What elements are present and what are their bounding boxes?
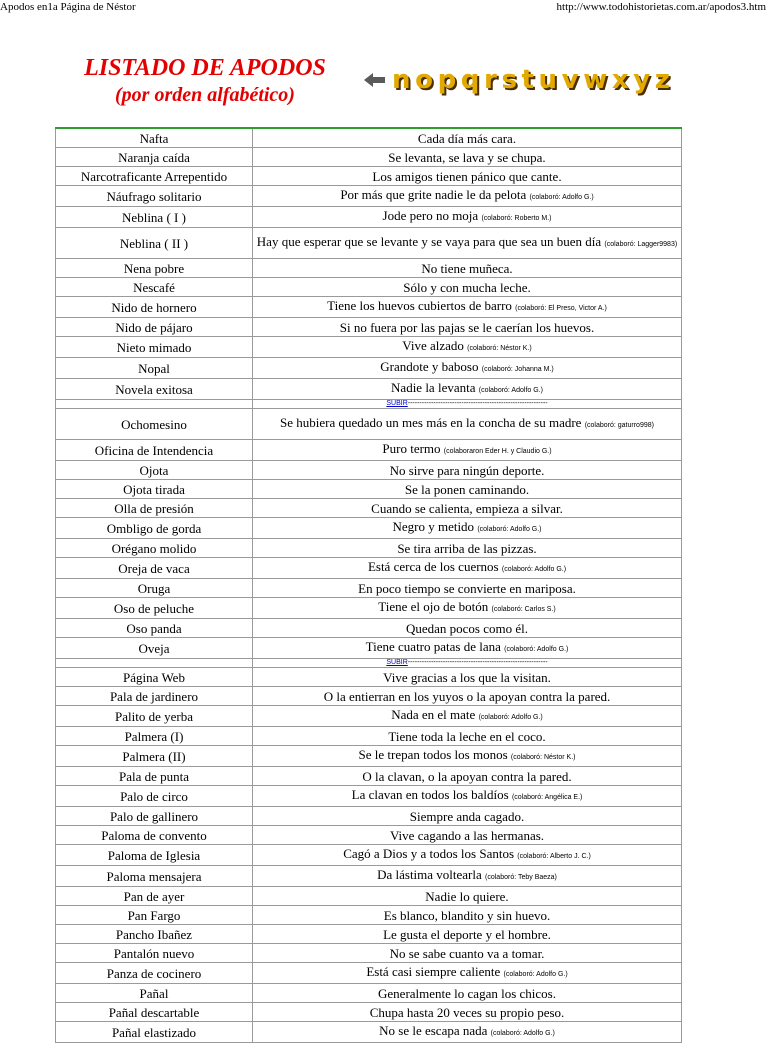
description-cell [253, 866, 682, 887]
description-cell [253, 461, 682, 480]
nickname-cell: Pala de punta [56, 767, 253, 786]
description-text: Está casi siempre caliente [366, 964, 501, 979]
description-text: Vive gracias a los que la visitan. [383, 669, 551, 685]
subir-empty-cell [56, 400, 253, 409]
nickname-cell: Palmera (I) [56, 727, 253, 746]
table-row [56, 767, 682, 786]
nickname-cell: Pan Fargo [56, 906, 253, 925]
table-row [56, 598, 682, 619]
table-row [56, 539, 682, 558]
letter-link-o[interactable]: o [415, 65, 433, 95]
collaborator-note: (colaboraron Eder H. y Claudio G.) [443, 448, 552, 455]
letter-nav [364, 66, 674, 94]
description-cell [253, 579, 682, 598]
description-text: Nadie la levanta [391, 380, 476, 395]
description-text: Puro termo [382, 441, 441, 456]
description-cell [253, 925, 682, 944]
nickname-cell: Neblina ( I ) [56, 207, 253, 228]
description-cell [253, 887, 682, 906]
print-header [0, 0, 768, 14]
nickname-cell: Ojota tirada [56, 480, 253, 499]
table-row [56, 409, 682, 440]
table-row [56, 480, 682, 499]
nickname-cell: Pañal [56, 984, 253, 1003]
table-row [56, 278, 682, 297]
table-row [56, 845, 682, 866]
letter-link-t[interactable]: t [521, 65, 534, 95]
nickname-cell: Nopal [56, 358, 253, 379]
title-block [60, 54, 350, 108]
subir-cell [253, 400, 682, 409]
description-text: Sólo y con mucha leche. [403, 279, 531, 295]
description-text: Le gusta el deporte y el hombre. [383, 926, 551, 942]
page-title: LISTADO DE APODOS [84, 55, 326, 81]
description-cell [253, 826, 682, 845]
description-cell [253, 518, 682, 539]
description-cell [253, 337, 682, 358]
description-text: Tiene toda la leche en el coco. [388, 728, 546, 744]
description-text: Si no fuera por las pajas se le caerían los huevos. [339, 319, 595, 335]
table-row [56, 461, 682, 480]
description-cell [253, 297, 682, 318]
collaborator-note: (colaboró: Néstor K.) [510, 754, 576, 761]
table-row [56, 440, 682, 461]
nickname-cell: Novela exitosa [56, 379, 253, 400]
nickname-cell: Palo de circo [56, 786, 253, 807]
description-cell [253, 687, 682, 706]
letter-link-s[interactable]: s [501, 65, 517, 95]
description-text: Se la ponen caminando. [404, 481, 530, 497]
subir-cell [253, 659, 682, 668]
nickname-cell: Nido de hornero [56, 297, 253, 318]
description-cell [253, 598, 682, 619]
table-row [56, 807, 682, 826]
nickname-cell: Palmera (II) [56, 746, 253, 767]
subir-dashes: ------------------------------------------------------------ [407, 400, 548, 407]
description-cell [253, 148, 682, 167]
collaborator-note: (colaboró: Alberto J. C.) [517, 853, 591, 860]
description-cell [253, 558, 682, 579]
collaborator-note: (colaboró: Johanna M.) [481, 366, 554, 373]
description-cell [253, 167, 682, 186]
description-cell [253, 259, 682, 278]
description-text: Da lástima voltearla [377, 867, 482, 882]
description-cell [253, 207, 682, 228]
table-row [56, 727, 682, 746]
nickname-cell: Nena pobre [56, 259, 253, 278]
nickname-cell: Página Web [56, 668, 253, 687]
description-cell [253, 807, 682, 826]
nickname-cell: Paloma de Iglesia [56, 845, 253, 866]
table-row [56, 826, 682, 845]
description-text: Tiene el ojo de botón [378, 599, 489, 614]
nickname-cell: Orégano molido [56, 539, 253, 558]
description-cell [253, 767, 682, 786]
description-text: No tiene muñeca. [421, 260, 513, 276]
table-row [56, 228, 682, 259]
table-row [56, 579, 682, 598]
description-cell [253, 499, 682, 518]
nickname-table [55, 127, 682, 1043]
nickname-cell: Narcotraficante Arrepentido [56, 167, 253, 186]
description-cell [253, 1022, 682, 1043]
collaborator-note: (colaboró: gaturro998) [584, 422, 654, 429]
table-row [56, 668, 682, 687]
collaborator-note: (colaboró: Angélica E.) [511, 794, 583, 801]
description-text: Tiene cuatro patas de lana [365, 639, 501, 654]
table-row [56, 746, 682, 767]
collaborator-note: (colaboró: Teby Baeza) [485, 874, 557, 881]
description-text: Se tira arriba de las pizzas. [397, 540, 537, 556]
table-row [56, 906, 682, 925]
description-text: Nada en el mate [391, 707, 476, 722]
collaborator-note: (colaboró: Lagger9983) [604, 241, 678, 248]
collaborator-note: (colaboró: Adolfo G.) [501, 566, 567, 573]
letter-link-u[interactable]: u [538, 65, 558, 95]
collaborator-note: (colaboró: Carlos S.) [491, 606, 556, 613]
nickname-cell: Náufrago solitario [56, 186, 253, 207]
description-text: Jode pero no moja [382, 208, 479, 223]
table-row [56, 925, 682, 944]
nickname-cell: Oso de peluche [56, 598, 253, 619]
letter-link-r[interactable]: r [484, 65, 497, 95]
description-cell [253, 128, 682, 148]
collaborator-note: (colaboró: Adolfo G.) [478, 714, 543, 721]
collaborator-note: (colaboró: Adolfo G.) [504, 646, 569, 653]
nickname-cell: Pala de jardinero [56, 687, 253, 706]
description-text: Vive alzado [402, 338, 464, 353]
nickname-cell: Neblina ( II ) [56, 228, 253, 259]
page-title-header: Apodos en1a Página de Néstor [0, 1, 136, 13]
description-cell [253, 318, 682, 337]
table-row [56, 944, 682, 963]
description-cell [253, 358, 682, 379]
description-text: O la entierran en los yuyos o la apoyan contra la pared. [323, 688, 611, 704]
subir-row [56, 400, 682, 409]
nickname-cell: Ombligo de gorda [56, 518, 253, 539]
letter-link-y[interactable]: y [633, 65, 651, 95]
table-row [56, 259, 682, 278]
subir-link[interactable]: SUBIR [386, 400, 408, 407]
page-url: http://www.todohistorietas.com.ar/apodos3.htm [556, 1, 766, 13]
collaborator-note: (colaboró: Adolfo G.) [529, 194, 594, 201]
table-row [56, 1003, 682, 1022]
subir-row [56, 659, 682, 668]
description-cell [253, 845, 682, 866]
nickname-cell: Nescafé [56, 278, 253, 297]
subir-link[interactable]: SUBIR [386, 659, 408, 666]
description-cell [253, 984, 682, 1003]
description-text: La clavan en todos los baldíos [351, 787, 509, 802]
table-row [56, 186, 682, 207]
description-text: Está cerca de los cuernos [367, 559, 499, 574]
nickname-cell: Oso panda [56, 619, 253, 638]
description-text: Hay que esperar que se levante y se vaya para que sea un buen día [256, 234, 602, 249]
nickname-cell: Paloma de convento [56, 826, 253, 845]
description-cell [253, 706, 682, 727]
description-cell [253, 228, 682, 259]
table-row [56, 318, 682, 337]
nickname-cell: Naranja caída [56, 148, 253, 167]
table-row [56, 887, 682, 906]
nickname-cell: Panza de cocinero [56, 963, 253, 984]
description-text: Chupa hasta 20 veces su propio peso. [369, 1004, 565, 1020]
table-row [56, 297, 682, 318]
table-row [56, 558, 682, 579]
table-row [56, 207, 682, 228]
nickname-cell: Oveja [56, 638, 253, 659]
description-text: O la clavan, o la apoyan contra la pared. [362, 768, 572, 784]
nickname-cell: Palo de gallinero [56, 807, 253, 826]
description-cell [253, 278, 682, 297]
description-text: Generalmente lo cagan los chicos. [378, 985, 556, 1001]
description-text: Negro y metido [392, 519, 475, 534]
description-cell [253, 480, 682, 499]
description-text: Cada día más cara. [417, 130, 517, 146]
description-cell [253, 786, 682, 807]
nickname-cell: Oficina de Intendencia [56, 440, 253, 461]
description-text: Se hubiera quedado un mes más en la concha de su madre [280, 415, 582, 430]
description-text: Los amigos tienen pánico que cante. [372, 168, 562, 184]
subir-empty-cell [56, 659, 253, 668]
letter-link-v[interactable]: v [561, 65, 579, 95]
collaborator-note: (colaboró: Adolfo G.) [477, 526, 542, 533]
description-text: Por más que grite nadie le da pelota [340, 187, 527, 202]
table-row [56, 167, 682, 186]
nickname-cell: Oreja de vaca [56, 558, 253, 579]
table-row [56, 619, 682, 638]
left-arrow-icon [364, 73, 386, 87]
description-cell [253, 440, 682, 461]
letter-link-w[interactable]: w [583, 65, 608, 95]
description-cell [253, 906, 682, 925]
table-row [56, 984, 682, 1003]
nickname-cell: Palito de yerba [56, 706, 253, 727]
description-text: No se sabe cuanto va a tomar. [389, 945, 545, 961]
description-cell [253, 539, 682, 558]
nickname-cell: Oruga [56, 579, 253, 598]
letter-link-z[interactable]: z [654, 65, 670, 95]
description-text: Cuando se calienta, empieza a silvar. [371, 500, 563, 516]
collaborator-note: (colaboró: Adolfo G.) [478, 387, 543, 394]
nickname-cell: Pantalón nuevo [56, 944, 253, 963]
table-row [56, 786, 682, 807]
description-cell [253, 1003, 682, 1022]
description-cell [253, 963, 682, 984]
letter-link-p[interactable]: p [437, 65, 457, 95]
collaborator-note: (colaboró: Adolfo G.) [503, 971, 568, 978]
description-cell [253, 619, 682, 638]
table-row [56, 128, 682, 148]
description-cell [253, 638, 682, 659]
page-subtitle: (por orden alfabético) [115, 84, 295, 106]
nickname-cell: Ochomesino [56, 409, 253, 440]
table-row [56, 148, 682, 167]
table-row [56, 638, 682, 659]
collaborator-note: (colaboró: Néstor K.) [467, 345, 532, 352]
description-text: Siempre anda cagado. [409, 808, 525, 824]
letter-link-n[interactable]: n [392, 65, 411, 95]
description-text: Nadie lo quiere. [425, 888, 509, 904]
nickname-cell: Pancho Ibañez [56, 925, 253, 944]
table-row [56, 337, 682, 358]
description-text: Es blanco, blandito y sin huevo. [383, 907, 551, 923]
nickname-cell: Pañal elastizado [56, 1022, 253, 1043]
description-text: Grandote y baboso [380, 359, 479, 374]
description-text: Quedan pocos como él. [405, 620, 529, 636]
description-text: No se le escapa nada [379, 1023, 488, 1038]
description-cell [253, 186, 682, 207]
nickname-cell: Olla de presión [56, 499, 253, 518]
table-row [56, 706, 682, 727]
table-row [56, 687, 682, 706]
subir-dashes: ------------------------------------------------------------ [407, 659, 548, 666]
description-text: Se le trepan todos los monos [358, 747, 508, 762]
description-cell [253, 944, 682, 963]
description-text: Tiene los huevos cubiertos de barro [327, 298, 512, 313]
nickname-cell: Ojota [56, 461, 253, 480]
nickname-cell: Nafta [56, 128, 253, 148]
description-text: Vive cagando a las hermanas. [389, 827, 545, 843]
table-row [56, 1022, 682, 1043]
letter-link-q[interactable]: q [460, 65, 480, 95]
collaborator-note: (colaboró: Adolfo G.) [490, 1030, 555, 1037]
table-row [56, 499, 682, 518]
description-text: En poco tiempo se convierte en mariposa. [358, 580, 576, 596]
collaborator-note: (colaboró: Roberto M.) [481, 215, 552, 222]
description-cell [253, 379, 682, 400]
nickname-cell: Nieto mimado [56, 337, 253, 358]
table-row [56, 358, 682, 379]
description-cell [253, 668, 682, 687]
table-row [56, 518, 682, 539]
letter-link-x[interactable]: x [611, 65, 629, 95]
collaborator-note: (colaboró: El Preso, Victor A.) [515, 305, 607, 312]
description-cell [253, 409, 682, 440]
nickname-cell: Pan de ayer [56, 887, 253, 906]
description-text: No sirve para ningún deporte. [389, 462, 545, 478]
description-text: Se levanta, se lava y se chupa. [388, 149, 546, 165]
nickname-cell: Paloma mensajera [56, 866, 253, 887]
description-cell [253, 746, 682, 767]
description-text: Cagó a Dios y a todos los Santos [343, 846, 515, 861]
description-cell [253, 727, 682, 746]
table-row [56, 963, 682, 984]
table-row [56, 379, 682, 400]
table-row [56, 866, 682, 887]
nickname-cell: Pañal descartable [56, 1003, 253, 1022]
nickname-cell: Nido de pájaro [56, 318, 253, 337]
